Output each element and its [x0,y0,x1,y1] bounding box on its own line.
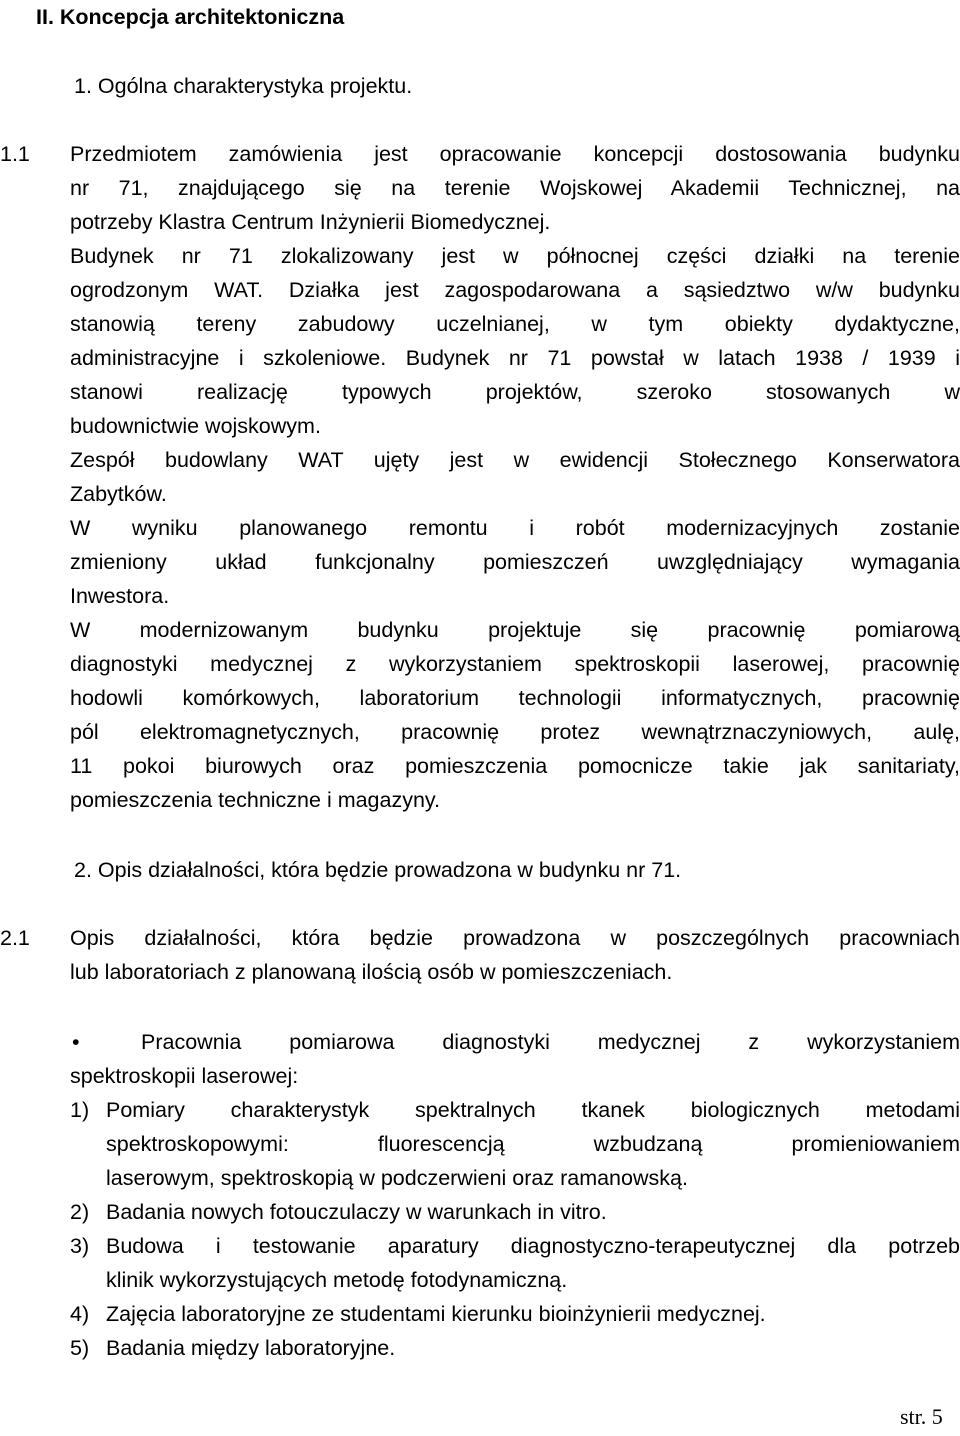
section-2-1-number: 2.1 [0,926,30,950]
text-line: hodowli komórkowych, laboratorium technologii informatycznych, pracownię [70,686,960,710]
chapter-heading: II. Koncepcja architektoniczna [36,5,345,29]
text-line: Zespół budowlany WAT ujęty jest w ewidencji Stołecznego Konserwatora [70,448,960,472]
list-item-number: 3) [70,1234,90,1258]
list-item-text: klinik wykorzystujących metodę fotodynamiczną. [106,1268,568,1292]
section-1-title: 1. Ogólna charakterystyka projektu. [74,74,413,98]
list-item-text: Badania nowych fotouczulaczy w warunkach in vitro. [106,1200,607,1224]
text-line: potrzeby Klastra Centrum Inżynierii Biomedycznej. [70,210,551,234]
text-line: budownictwie wojskowym. [70,414,321,438]
text-line: Budynek nr 71 zlokalizowany jest w północnej części działki na terenie [70,244,960,268]
text-line: diagnostyki medycznej z wykorzystaniem spektroskopii laserowej, pracownię [70,652,960,676]
list-item-text: laserowym, spektroskopią w podczerwieni oraz ramanowską. [106,1166,688,1190]
text-line: Przedmiotem zamówienia jest opracowanie koncepcji dostosowania budynku [70,142,960,166]
text-line: W wyniku planowanego remontu i robót modernizacyjnych zostanie [70,516,960,540]
list-item-text: Badania między laboratoryjne. [106,1336,396,1360]
text-line: zmieniony układ funkcjonalny pomieszczeń uwzględniający wymagania [70,550,960,574]
section-1-1-number: 1.1 [0,142,30,166]
bullet-text-continuation: spektroskopii laserowej: [70,1064,299,1088]
text-line: stanowi realizację typowych projektów, szeroko stosowanych w [70,380,960,404]
text-line: Inwestora. [70,584,170,608]
text-line: W modernizowanym budynku projektuje się pracownię pomiarową [70,618,960,642]
page-number: str. 5 [900,1404,943,1429]
list-item-text: Pomiary charakterystyk spektralnych tkanek biologicznych metodami [106,1098,960,1122]
list-item-number: 2) [70,1200,90,1224]
text-line: Opis działalności, która będzie prowadzona w poszczególnych pracowniach [70,926,960,950]
list-item-text: spektroskopowymi: fluorescencją wzbudzaną promieniowaniem [106,1132,960,1156]
text-line: Zabytków. [70,482,167,506]
list-item-number: 5) [70,1336,90,1360]
text-line: pól elektromagnetycznych, pracownię protez wewnątrznaczyniowych, aulę, [70,720,960,744]
bullet-text: Pracownia pomiarowa diagnostyki medycznej z wykorzystaniem [141,1030,960,1054]
list-item-number: 1) [70,1098,90,1122]
text-line: nr 71, znajdującego się na terenie Wojskowej Akademii Technicznej, na [70,176,960,200]
text-line: lub laboratoriach z planowaną ilością osób w pomieszczeniach. [70,960,673,984]
section-2-title: 2. Opis działalności, która będzie prowadzona w budynku nr 71. [74,858,682,882]
text-line: ogrodzonym WAT. Działka jest zagospodarowana a sąsiedztwo w/w budynku [70,278,960,302]
bullet-icon: • [72,1030,80,1054]
list-item-text: Zajęcia laboratoryjne ze studentami kierunku bioinżynierii medycznej. [106,1302,766,1326]
text-line: pomieszczenia techniczne i magazyny. [70,788,441,812]
text-line: administracyjne i szkoleniowe. Budynek nr 71 powstał w latach 1938 / 1939 i [70,346,960,370]
text-line: stanowią tereny zabudowy uczelnianej, w tym obiekty dydaktyczne, [70,312,960,336]
list-item-text: Budowa i testowanie aparatury diagnostyczno-terapeutycznej dla potrzeb [106,1234,960,1258]
text-line: 11 pokoi biurowych oraz pomieszczenia pomocnicze takie jak sanitariaty, [70,754,960,778]
list-item-number: 4) [70,1302,90,1326]
